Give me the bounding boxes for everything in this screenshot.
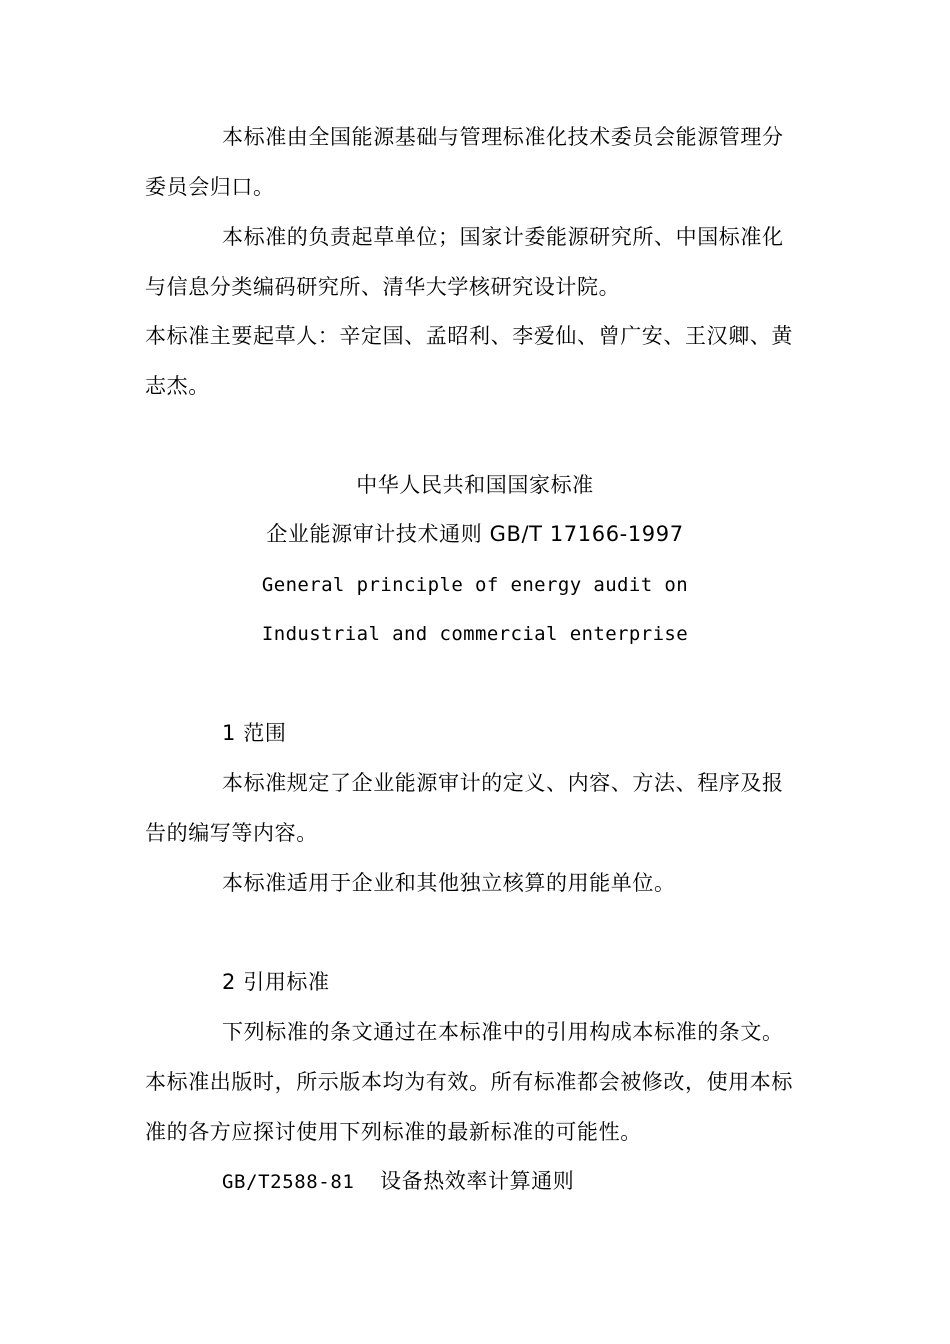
- foreword-p2-line2: 与信息分类编码研究所、清华大学核研究设计院。: [145, 275, 621, 299]
- foreword-p2-line1: 本标准的负责起草单位；国家计委能源研究所、中国标准化: [222, 225, 784, 249]
- section1-p2-line1: 本标准适用于企业和其他独立核算的用能单位。: [222, 871, 676, 895]
- section2-heading: 2 引用标准: [222, 970, 330, 994]
- section1-p1-line1: 本标准规定了企业能源审计的定义、内容、方法、程序及报: [222, 771, 784, 795]
- reference-item: [222, 1168, 574, 1195]
- foreword-p1-line1: 本标准由全国能源基础与管理标准化技术委员会能源管理分: [222, 125, 784, 149]
- section2-p1-line1: 下列标准的条文通过在本标准中的引用构成本标准的条文。: [222, 1020, 784, 1044]
- standard-header: 中华人民共和国国家标准: [356, 473, 594, 497]
- standard-title-en-line1: General principle of energy audit on: [261, 574, 689, 596]
- foreword-p3-line2: 志杰。: [145, 374, 210, 398]
- section2-p1-line2: 本标准出版时，所示版本均为有效。所有标准都会被修改，使用本标: [145, 1070, 793, 1094]
- foreword-p3-line1: 本标准主要起草人：辛定国、孟昭利、李爱仙、曾广安、王汉卿、黄: [145, 324, 793, 348]
- section1-p1-line2: 告的编写等内容。: [145, 821, 318, 845]
- section1-heading: 1 范围: [222, 721, 287, 745]
- section2-p1-line3: 准的各方应探讨使用下列标准的最新标准的可能性。: [145, 1120, 642, 1144]
- standard-title-en-line2: Industrial and commercial enterprise: [261, 623, 689, 645]
- foreword-p1-line2: 委员会归口。: [145, 175, 275, 199]
- standard-title-cn: 企业能源审计技术通则 GB/T 17166-1997: [266, 522, 684, 546]
- reference-title: 设备热效率计算通则: [380, 1169, 575, 1193]
- reference-code: GB/T2588-81: [222, 1171, 355, 1193]
